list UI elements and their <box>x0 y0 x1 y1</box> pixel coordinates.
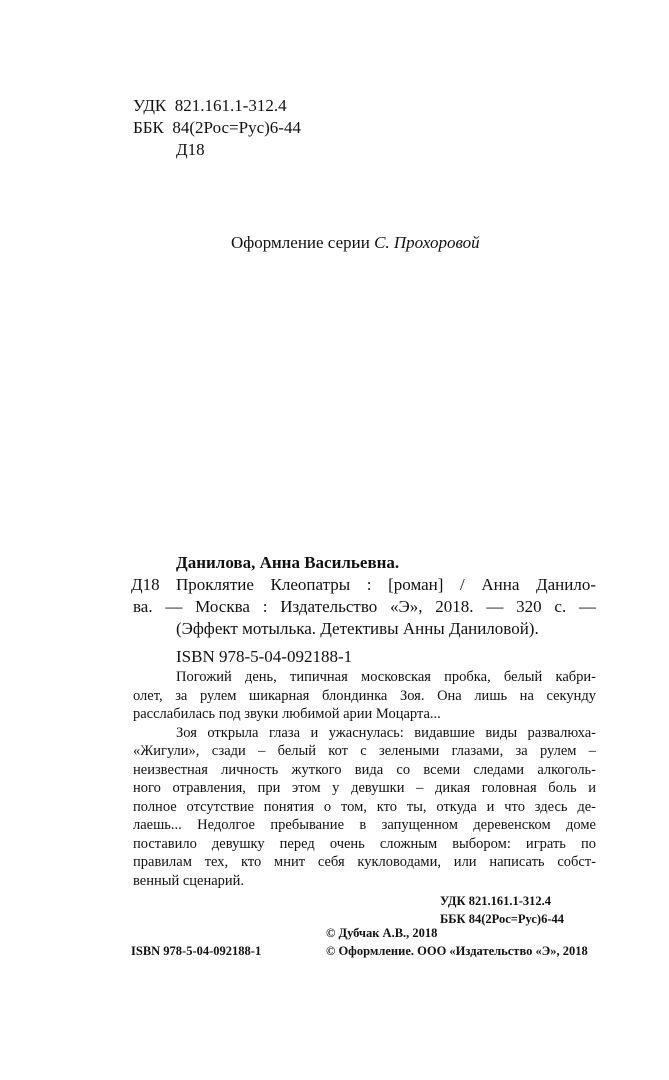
catalog-author-heading: Данилова, Анна Васильевна. <box>176 553 400 572</box>
catalog-line: (Эффект мотылька. Детективы Анны Даниловой). <box>176 619 539 638</box>
series-designer-name: С. Прохоровой <box>374 233 480 252</box>
annotation-line: неизвестная личность жуткого вида со всеми следами алкоголь- <box>133 761 596 778</box>
footer-isbn: ISBN 978-5-04-092188-1 <box>131 944 262 958</box>
annotation-line: ного отравления, при этом у девушки – дикая головная боль и <box>133 780 596 796</box>
copyright-author: © Дубчак А.В., 2018 <box>326 926 438 940</box>
series-design-prefix: Оформление серии <box>231 233 370 252</box>
catalog-line: Проклятие Клеопатры : [роман] / Анна Данило- <box>176 575 596 594</box>
annotation-line: полное отсутствие понятия о том, кто ты, откуда и что здесь де- <box>133 798 596 815</box>
annotation-line: «Жигули», сзади – белый кот с зелеными глазами, за рулем – <box>133 743 596 759</box>
catalog-description <box>176 574 596 596</box>
bbk-label: ББК <box>133 118 164 137</box>
bottom-udk: УДК 821.161.1-312.4 <box>440 894 551 908</box>
annotation-line: лаешь... Недолгое пребывание в запущенном деревенском доме <box>133 817 596 833</box>
copyright-design: © Оформление. ООО «Издательство «Э», 2018 <box>326 944 588 958</box>
annotation-line: Погожий день, типичная московская пробка, белый кабри- <box>176 669 596 685</box>
annotation-line: венный сценарий. <box>133 872 245 889</box>
annotation-line: правилам тех, кто мнит себя кукловодами, или написать собст- <box>133 854 596 870</box>
annotation-line: поставило девушку перед очень сложным выбором: играть по <box>133 835 596 852</box>
udk-value: 821.161.1-312.4 <box>174 96 287 115</box>
annotation-line: расслабилась под звуки любимой арии Моцарта... <box>133 706 441 722</box>
catalog-isbn: ISBN 978-5-04-092188-1 <box>176 647 353 666</box>
bottom-bbk: ББК 84(2Рос=Рус)6-44 <box>440 912 564 926</box>
annotation-line: олет, за рулем шикарная блондинка Зоя. Она лишь на секунду <box>133 687 596 704</box>
bbk-value: 84(2Рос=Рус)6-44 <box>172 118 301 137</box>
series-design-credit <box>231 233 480 253</box>
annotation <box>133 668 596 890</box>
catalog-description-cont <box>133 596 596 618</box>
catalog-line: ва. — Москва : Издательство «Э», 2018. — 320 с. — <box>133 597 596 616</box>
author-sign: Д18 <box>176 140 205 159</box>
annotation-line: Зоя открыла глаза и ужаснулась: видавшие виды развалюха- <box>176 724 596 741</box>
udk-row <box>133 95 287 117</box>
catalog-sign: Д18 <box>131 575 160 594</box>
bbk-row <box>133 117 301 139</box>
udk-label: УДК <box>133 96 167 115</box>
